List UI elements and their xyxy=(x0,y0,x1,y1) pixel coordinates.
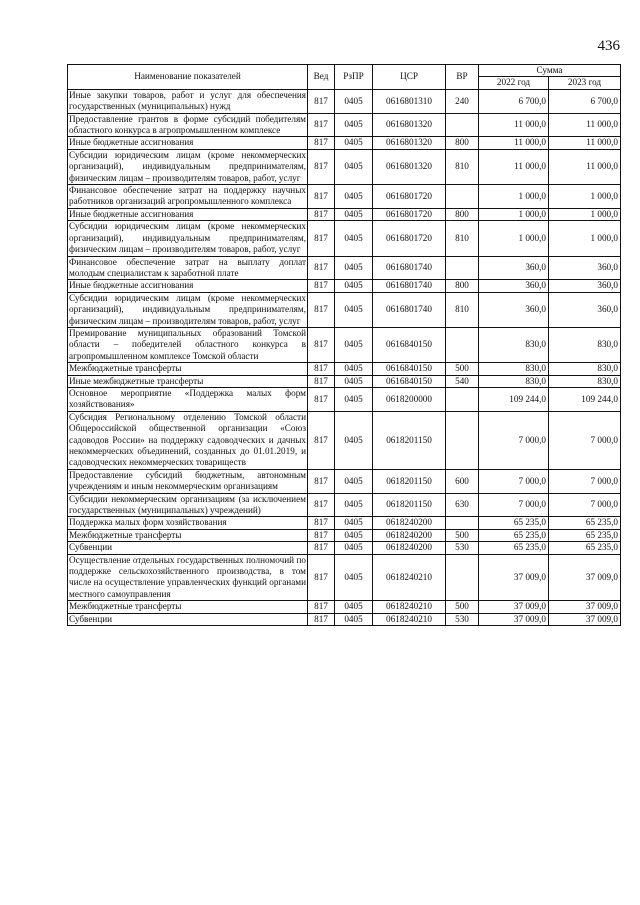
table-row xyxy=(68,256,621,280)
row-vr xyxy=(446,411,479,469)
table-row xyxy=(68,613,621,625)
row-name: Поддержка малых форм хозяйствования xyxy=(68,517,308,529)
row-name: Субсидия Региональному отделению Томской области Общероссийской общественной организации «Союз садоводов России» на поддержку садоводческих и дачных некоммерческих объединений, созданных до 01.01.2019, и садоводческих некоммерческих товариществ xyxy=(69,411,306,468)
row-vr: 500 xyxy=(446,601,479,613)
table-row xyxy=(68,529,621,541)
row-csr: 0618240210 xyxy=(373,613,446,625)
row-amount-2023: 11 000,0 xyxy=(549,149,621,184)
row-amount-2022: 1 000,0 xyxy=(479,208,549,220)
row-name: Субсидии юридическим лицам (кроме некоммерческих организаций), индивидуальным предпринимателям, физическим лицам – производителям товаров, работ, услуг xyxy=(69,149,306,183)
row-name: Межбюджетные трансферты xyxy=(68,601,308,613)
row-amount-2023: 65 235,0 xyxy=(549,529,621,541)
row-csr: 0616840150 xyxy=(373,363,446,375)
row-amount-2023: 1 000,0 xyxy=(549,208,621,220)
table-header xyxy=(68,65,621,90)
row-name: Субсидии юридическим лицам (кроме некоммерческих организаций), индивидуальным предпринимателям, физическим лицам – производителям товаров, работ, услуг xyxy=(69,292,306,326)
row-rzpr: 0405 xyxy=(335,208,373,220)
row-amount-2023: 1 000,0 xyxy=(549,185,621,209)
row-rzpr: 0405 xyxy=(335,89,373,113)
table-row xyxy=(68,363,621,375)
row-csr: 0616801740 xyxy=(373,256,446,280)
row-ved: 817 xyxy=(308,529,335,541)
row-name: Иные бюджетные ассигнования xyxy=(68,137,308,149)
row-rzpr: 0405 xyxy=(335,411,373,469)
row-vr: 530 xyxy=(446,542,479,554)
row-amount-2022: 7 000,0 xyxy=(479,469,549,493)
row-csr: 0616801720 xyxy=(373,208,446,220)
row-ved: 817 xyxy=(308,554,335,601)
row-rzpr: 0405 xyxy=(335,280,373,292)
row-amount-2022: 360,0 xyxy=(479,292,549,327)
row-amount-2022: 830,0 xyxy=(479,363,549,375)
row-ved: 817 xyxy=(308,137,335,149)
table-row xyxy=(68,601,621,613)
row-ved: 817 xyxy=(308,113,335,137)
table-row xyxy=(68,327,621,362)
row-amount-2022: 11 000,0 xyxy=(479,113,549,137)
row-amount-2022: 6 700,0 xyxy=(479,89,549,113)
row-ved: 817 xyxy=(308,292,335,327)
row-csr: 0618201150 xyxy=(373,411,446,469)
row-amount-2023: 830,0 xyxy=(549,327,621,362)
row-name: Субвенции xyxy=(68,613,308,625)
row-amount-2022: 1 000,0 xyxy=(479,221,549,256)
row-rzpr: 0405 xyxy=(335,613,373,625)
row-ved: 817 xyxy=(308,517,335,529)
table-row xyxy=(68,411,621,469)
row-name: Премирование муниципальных образований Томской области – победителей областного конкурса в агропромышленном комплексе Томской области xyxy=(69,327,306,361)
row-rzpr: 0405 xyxy=(335,327,373,362)
row-amount-2022: 65 235,0 xyxy=(479,529,549,541)
row-csr: 0618240200 xyxy=(373,517,446,529)
row-ved: 817 xyxy=(308,613,335,625)
row-name: Иные бюджетные ассигнования xyxy=(68,280,308,292)
row-amount-2022: 109 244,0 xyxy=(479,387,549,411)
row-csr: 0618240200 xyxy=(373,529,446,541)
row-amount-2023: 65 235,0 xyxy=(549,542,621,554)
table-row xyxy=(68,517,621,529)
header-vr: ВР xyxy=(446,65,479,90)
row-amount-2023: 37 009,0 xyxy=(549,554,621,601)
row-amount-2022: 830,0 xyxy=(479,375,549,387)
table-row xyxy=(68,280,621,292)
row-rzpr: 0405 xyxy=(335,221,373,256)
row-rzpr: 0405 xyxy=(335,292,373,327)
table-row xyxy=(68,387,621,411)
row-csr: 0616840150 xyxy=(373,375,446,387)
row-name: Осуществление отдельных государственных полномочий по поддержке сельскохозяйственного производства, в том числе на осуществление управленческих функций органами местного самоуправления xyxy=(69,554,306,599)
table-row xyxy=(68,208,621,220)
row-csr: 0616801720 xyxy=(373,221,446,256)
row-amount-2023: 7 000,0 xyxy=(549,411,621,469)
row-amount-2023: 830,0 xyxy=(549,363,621,375)
table-row xyxy=(68,221,621,256)
row-ved: 817 xyxy=(308,387,335,411)
row-vr: 810 xyxy=(446,221,479,256)
table-row xyxy=(68,185,621,209)
row-csr: 0618200000 xyxy=(373,387,446,411)
row-csr: 0616801740 xyxy=(373,292,446,327)
header-sum: Сумма xyxy=(479,65,621,77)
row-rzpr: 0405 xyxy=(335,363,373,375)
row-amount-2022: 37 009,0 xyxy=(479,601,549,613)
row-csr: 0618240210 xyxy=(373,601,446,613)
row-rzpr: 0405 xyxy=(335,493,373,517)
page-number: 436 xyxy=(597,38,620,54)
row-vr xyxy=(446,185,479,209)
row-rzpr: 0405 xyxy=(335,601,373,613)
row-amount-2023: 37 009,0 xyxy=(549,601,621,613)
table-row xyxy=(68,292,621,327)
row-vr: 810 xyxy=(446,292,479,327)
row-vr: 500 xyxy=(446,529,479,541)
row-csr: 0618201150 xyxy=(373,493,446,517)
row-csr: 0616801320 xyxy=(373,149,446,184)
row-amount-2022: 360,0 xyxy=(479,256,549,280)
header-year-2023: 2023 год xyxy=(549,77,621,89)
row-name: Субсидии юридическим лицам (кроме некоммерческих организаций), индивидуальным предпринимателям, физическим лицам – производителям товаров, работ, услуг xyxy=(69,221,306,255)
table-row xyxy=(68,542,621,554)
row-name: Основное мероприятие «Поддержка малых форм хозяйствования» xyxy=(69,387,306,410)
row-name: Межбюджетные трансферты xyxy=(68,363,308,375)
header-year-2022: 2022 год xyxy=(479,77,549,89)
row-amount-2022: 7 000,0 xyxy=(479,411,549,469)
row-amount-2023: 65 235,0 xyxy=(549,517,621,529)
row-csr: 0616801320 xyxy=(373,113,446,137)
row-rzpr: 0405 xyxy=(335,554,373,601)
row-ved: 817 xyxy=(308,375,335,387)
row-ved: 817 xyxy=(308,363,335,375)
row-name: Иные бюджетные ассигнования xyxy=(68,208,308,220)
row-rzpr: 0405 xyxy=(335,529,373,541)
row-amount-2022: 37 009,0 xyxy=(479,613,549,625)
row-rzpr: 0405 xyxy=(335,517,373,529)
row-rzpr: 0405 xyxy=(335,375,373,387)
row-amount-2023: 37 009,0 xyxy=(549,613,621,625)
row-rzpr: 0405 xyxy=(335,469,373,493)
row-amount-2022: 37 009,0 xyxy=(479,554,549,601)
row-vr xyxy=(446,387,479,411)
row-rzpr: 0405 xyxy=(335,113,373,137)
row-amount-2023: 360,0 xyxy=(549,280,621,292)
row-ved: 817 xyxy=(308,327,335,362)
row-name: Субвенции xyxy=(68,542,308,554)
row-amount-2023: 1 000,0 xyxy=(549,221,621,256)
row-vr xyxy=(446,256,479,280)
row-amount-2022: 11 000,0 xyxy=(479,149,549,184)
row-amount-2023: 6 700,0 xyxy=(549,89,621,113)
row-csr: 0616801320 xyxy=(373,137,446,149)
table-row xyxy=(68,137,621,149)
row-amount-2022: 7 000,0 xyxy=(479,493,549,517)
row-amount-2023: 11 000,0 xyxy=(549,137,621,149)
row-ved: 817 xyxy=(308,185,335,209)
row-name: Финансовое обеспечение затрат на поддержку научных работников организаций агропромышленного комплекса xyxy=(69,185,306,207)
row-amount-2022: 65 235,0 xyxy=(479,542,549,554)
row-vr xyxy=(446,327,479,362)
row-rzpr: 0405 xyxy=(335,542,373,554)
row-rzpr: 0405 xyxy=(335,137,373,149)
row-amount-2023: 360,0 xyxy=(549,292,621,327)
row-amount-2022: 11 000,0 xyxy=(479,137,549,149)
row-vr: 540 xyxy=(446,375,479,387)
table-row xyxy=(68,89,621,113)
row-ved: 817 xyxy=(308,493,335,517)
row-csr: 0616801740 xyxy=(373,280,446,292)
row-vr: 530 xyxy=(446,613,479,625)
row-name: Межбюджетные трансферты xyxy=(68,529,308,541)
row-ved: 817 xyxy=(308,149,335,184)
row-csr: 0618201150 xyxy=(373,469,446,493)
row-ved: 817 xyxy=(308,411,335,469)
row-ved: 817 xyxy=(308,601,335,613)
table-row xyxy=(68,149,621,184)
row-csr: 0616801310 xyxy=(373,89,446,113)
row-vr xyxy=(446,517,479,529)
row-amount-2023: 11 000,0 xyxy=(549,113,621,137)
table-row xyxy=(68,554,621,601)
row-rzpr: 0405 xyxy=(335,387,373,411)
table-row xyxy=(68,375,621,387)
budget-table xyxy=(67,64,621,626)
row-amount-2023: 7 000,0 xyxy=(549,493,621,517)
header-ved: Вед xyxy=(308,65,335,90)
row-ved: 817 xyxy=(308,89,335,113)
row-rzpr: 0405 xyxy=(335,149,373,184)
row-name: Финансовое обеспечение затрат на выплату доплат молодым специалистам к заработной плате xyxy=(69,256,306,278)
table-row xyxy=(68,469,621,493)
header-name: Наименование показателей xyxy=(68,65,308,90)
row-name: Иные межбюджетные трансферты xyxy=(68,375,308,387)
header-rzpr: РзПР xyxy=(335,65,373,90)
row-vr xyxy=(446,113,479,137)
row-vr: 240 xyxy=(446,89,479,113)
row-amount-2022: 65 235,0 xyxy=(479,517,549,529)
row-amount-2022: 1 000,0 xyxy=(479,185,549,209)
row-ved: 817 xyxy=(308,221,335,256)
row-vr: 810 xyxy=(446,149,479,184)
row-name: Предоставление субсидий бюджетным, автономным учреждениям и иным некоммерческим организациям xyxy=(69,469,306,492)
header-csr: ЦСР xyxy=(373,65,446,90)
row-csr: 0616840150 xyxy=(373,327,446,362)
row-csr: 0618240200 xyxy=(373,542,446,554)
row-amount-2023: 109 244,0 xyxy=(549,387,621,411)
row-vr: 600 xyxy=(446,469,479,493)
table-row xyxy=(68,113,621,137)
row-vr: 800 xyxy=(446,280,479,292)
row-ved: 817 xyxy=(308,280,335,292)
row-csr: 0618240210 xyxy=(373,554,446,601)
table-body xyxy=(68,89,621,625)
row-amount-2022: 830,0 xyxy=(479,327,549,362)
row-amount-2023: 830,0 xyxy=(549,375,621,387)
row-name: Субсидии некоммерческим организациям (за исключением государственных (муниципальных) учреждений) xyxy=(69,493,306,516)
row-name: Иные закупки товаров, работ и услуг для обеспечения государственных (муниципальных) нужд xyxy=(69,89,306,112)
table-row xyxy=(68,493,621,517)
row-vr: 800 xyxy=(446,137,479,149)
row-vr: 500 xyxy=(446,363,479,375)
row-ved: 817 xyxy=(308,469,335,493)
row-ved: 817 xyxy=(308,208,335,220)
row-name: Предоставление грантов в форме субсидий победителям областного конкурса в агропромышленном комплексе xyxy=(69,113,306,136)
row-amount-2022: 360,0 xyxy=(479,280,549,292)
row-vr: 800 xyxy=(446,208,479,220)
row-amount-2023: 7 000,0 xyxy=(549,469,621,493)
row-ved: 817 xyxy=(308,542,335,554)
row-vr: 630 xyxy=(446,493,479,517)
row-csr: 0616801720 xyxy=(373,185,446,209)
row-ved: 817 xyxy=(308,256,335,280)
row-vr xyxy=(446,554,479,601)
row-rzpr: 0405 xyxy=(335,185,373,209)
row-amount-2023: 360,0 xyxy=(549,256,621,280)
row-rzpr: 0405 xyxy=(335,256,373,280)
